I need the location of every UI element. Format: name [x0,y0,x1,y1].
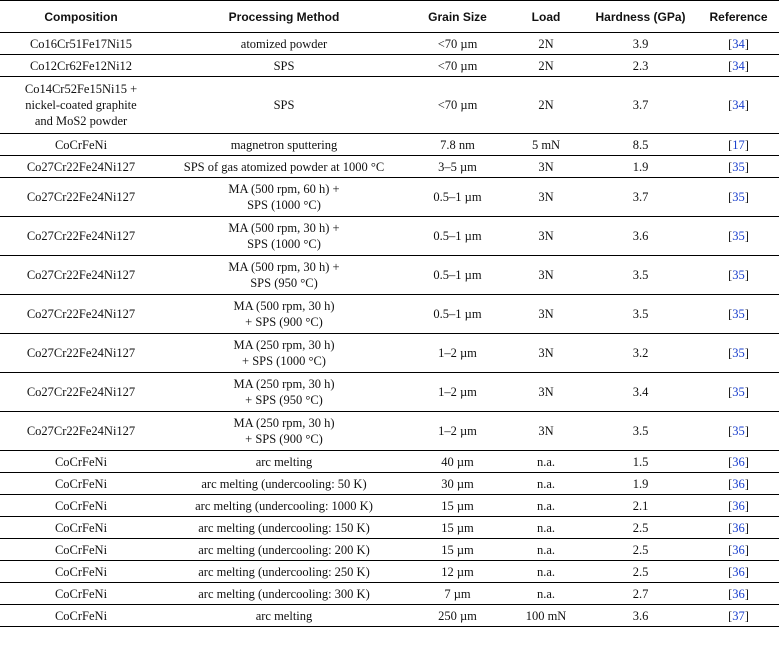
reference-cell: [34] [698,55,779,77]
grain-size-cell: 1–2 µm [406,373,509,412]
processing-method-cell-line: MA (500 rpm, 30 h) + [228,260,340,274]
table-row [0,55,779,77]
reference-link[interactable]: 35 [732,385,745,399]
reference-link[interactable]: 36 [732,520,745,535]
reference-cell: [34] [698,77,779,134]
processing-method-cell-line: + SPS (900 °C) [245,315,323,329]
composition-cell [0,55,162,77]
processing-method-cell-line: + SPS (950 °C) [245,393,323,407]
processing-method-cell-line: arc melting [255,454,313,469]
processing-method-cell-line: SPS (1000 °C) [247,237,321,251]
table-row [0,473,779,495]
composition-cell-line: Co12Cr62Fe12Ni12 [29,58,133,73]
reference-link[interactable]: 34 [732,98,745,112]
processing-method-cell-line: atomized powder [240,36,328,51]
reference-cell: [36] [698,561,779,583]
composition-cell [0,156,162,178]
processing-method-cell [162,583,406,605]
composition-cell [0,583,162,605]
load-cell: 100 mN [509,605,583,627]
processing-method-cell-line: MA (250 rpm, 30 h) [233,416,335,430]
processing-method-cell-line: MA (500 rpm, 30 h) [233,299,335,313]
processing-method-cell-line: arc melting (undercooling: 50 K) [201,476,367,491]
load-cell: 2N [509,33,583,55]
composition-cell [0,473,162,495]
processing-method-cell [162,156,406,178]
load-cell: n.a. [509,561,583,583]
composition-cell-line: CoCrFeNi [54,476,108,491]
composition-cell-line: CoCrFeNi [54,520,108,535]
reference-link[interactable]: 34 [732,36,745,51]
processing-method-cell [162,412,406,451]
composition-cell-line: CoCrFeNi [54,137,108,152]
grain-size-cell: 0.5–1 µm [406,217,509,256]
grain-size-cell: 15 µm [406,539,509,561]
composition-cell-line: Co27Cr22Fe24Ni127 [26,385,136,399]
header-reference: Reference [698,1,779,33]
processing-method-cell [162,134,406,156]
table-row [0,605,779,627]
composition-cell [0,217,162,256]
hardness-cell: 1.9 [583,156,698,178]
composition-cell-line: Co27Cr22Fe24Ni127 [26,229,136,243]
processing-method-cell [162,605,406,627]
load-cell: 3N [509,334,583,373]
grain-size-cell: 15 µm [406,495,509,517]
processing-method-cell [162,77,406,134]
grain-size-cell: 1–2 µm [406,412,509,451]
table-row [0,295,779,334]
hardness-cell: 3.2 [583,334,698,373]
composition-cell [0,561,162,583]
grain-size-cell: 0.5–1 µm [406,295,509,334]
processing-method-cell [162,178,406,217]
reference-cell: [35] [698,373,779,412]
composition-cell [0,334,162,373]
composition-cell-line: Co27Cr22Fe24Ni127 [26,268,136,282]
processing-method-cell-line: + SPS (1000 °C) [242,354,326,368]
processing-method-cell-line: MA (500 rpm, 30 h) + [228,221,340,235]
grain-size-cell: 15 µm [406,517,509,539]
hardness-cell: 2.5 [583,517,698,539]
load-cell: 3N [509,217,583,256]
composition-cell [0,373,162,412]
reference-link[interactable]: 35 [732,346,745,360]
table-row [0,373,779,412]
composition-cell-line: Co27Cr22Fe24Ni127 [26,346,136,360]
table-body [0,33,779,627]
hardness-cell: 3.7 [583,77,698,134]
hardness-cell: 3.6 [583,217,698,256]
processing-method-cell [162,473,406,495]
processing-method-cell [162,373,406,412]
reference-cell: [35] [698,156,779,178]
reference-link[interactable]: 35 [732,307,745,321]
reference-link[interactable]: 37 [732,608,745,623]
processing-method-cell-line: MA (250 rpm, 30 h) [233,377,335,391]
composition-cell-line: CoCrFeNi [54,542,108,557]
composition-cell-line: Co14Cr52Fe15Ni15 + [24,82,138,96]
reference-cell: [36] [698,539,779,561]
composition-cell-line: CoCrFeNi [54,498,108,513]
processing-method-cell-line: arc melting (undercooling: 150 K) [198,520,370,535]
hardness-cell: 3.7 [583,178,698,217]
processing-method-cell-line: + SPS (900 °C) [245,432,323,446]
reference-link[interactable]: 35 [732,190,745,204]
grain-size-cell: 7.8 nm [406,134,509,156]
grain-size-cell: 0.5–1 µm [406,256,509,295]
grain-size-cell: 250 µm [406,605,509,627]
table-row [0,539,779,561]
load-cell: n.a. [509,451,583,473]
processing-method-cell-line: MA (250 rpm, 30 h) [233,338,335,352]
hardness-cell: 1.5 [583,451,698,473]
table-header-row [0,1,779,33]
composition-cell-line: CoCrFeNi [54,454,108,469]
composition-cell [0,539,162,561]
hardness-cell: 3.4 [583,373,698,412]
composition-cell-line: CoCrFeNi [54,608,108,623]
composition-cell [0,256,162,295]
hardness-cell: 3.6 [583,605,698,627]
hardness-cell: 2.7 [583,583,698,605]
grain-size-cell: 40 µm [406,451,509,473]
grain-size-cell: 1–2 µm [406,334,509,373]
table-row [0,217,779,256]
load-cell: n.a. [509,583,583,605]
header-load: Load [509,1,583,33]
hardness-cell: 2.1 [583,495,698,517]
composition-cell-line: Co27Cr22Fe24Ni127 [26,190,136,204]
reference-link[interactable]: 35 [732,229,745,243]
processing-method-cell-line: SPS [273,58,295,73]
reference-link[interactable]: 34 [732,58,745,73]
composition-cell [0,77,162,134]
load-cell: 2N [509,77,583,134]
hardness-cell: 8.5 [583,134,698,156]
composition-cell-line: and MoS2 powder [34,114,128,128]
reference-link[interactable]: 36 [732,454,745,469]
table-row [0,134,779,156]
table-row [0,33,779,55]
processing-method-cell-line: SPS (950 °C) [250,276,318,290]
reference-link[interactable]: 35 [732,159,745,174]
load-cell: 3N [509,156,583,178]
hardness-cell: 2.5 [583,539,698,561]
processing-method-cell [162,561,406,583]
table-row [0,583,779,605]
processing-method-cell [162,256,406,295]
processing-method-cell-line: arc melting (undercooling: 200 K) [198,542,370,557]
hardness-cell: 2.5 [583,561,698,583]
processing-method-cell-line: arc melting [255,608,313,623]
reference-cell: [34] [698,33,779,55]
processing-method-cell-line: magnetron sputtering [230,137,338,152]
load-cell: 3N [509,412,583,451]
composition-cell [0,33,162,55]
header-composition: Composition [0,1,162,33]
composition-cell [0,451,162,473]
composition-cell [0,295,162,334]
reference-cell: [36] [698,451,779,473]
table-row [0,256,779,295]
processing-method-cell [162,217,406,256]
processing-method-cell [162,539,406,561]
table-row [0,334,779,373]
reference-cell: [35] [698,295,779,334]
load-cell: n.a. [509,495,583,517]
reference-cell: [35] [698,256,779,295]
reference-cell: [35] [698,412,779,451]
reference-cell: [37] [698,605,779,627]
processing-method-cell [162,517,406,539]
composition-cell-line: Co27Cr22Fe24Ni127 [26,307,136,321]
reference-cell: [35] [698,217,779,256]
header-hardness: Hardness (GPa) [583,1,698,33]
processing-method-cell-line: SPS of gas atomized powder at 1000 °C [183,159,385,174]
processing-method-cell-line: MA (500 rpm, 60 h) + [228,182,340,196]
grain-size-cell: 12 µm [406,561,509,583]
composition-cell [0,412,162,451]
load-cell: 3N [509,373,583,412]
composition-cell-line: nickel-coated graphite [25,98,137,112]
grain-size-cell: <70 µm [406,77,509,134]
processing-method-cell-line: SPS (1000 °C) [247,198,321,212]
composition-cell [0,178,162,217]
processing-method-cell [162,334,406,373]
processing-method-cell-line: SPS [273,98,295,112]
reference-link[interactable]: 36 [732,542,745,557]
grain-size-cell: <70 µm [406,55,509,77]
composition-cell [0,495,162,517]
reference-cell: [36] [698,495,779,517]
reference-cell: [36] [698,517,779,539]
table-row [0,77,779,134]
hardness-cell: 3.5 [583,295,698,334]
reference-cell: [36] [698,583,779,605]
table-row [0,561,779,583]
composition-cell-line: Co27Cr22Fe24Ni127 [26,424,136,438]
reference-cell: [35] [698,334,779,373]
table-row [0,495,779,517]
table-row [0,451,779,473]
processing-method-cell [162,295,406,334]
reference-link[interactable]: 35 [732,424,745,438]
composition-cell-line: Co16Cr51Fe17Ni15 [29,36,133,51]
processing-method-cell-line: arc melting (undercooling: 300 K) [198,586,370,601]
grain-size-cell: 3–5 µm [406,156,509,178]
grain-size-cell: <70 µm [406,33,509,55]
reference-link[interactable]: 36 [732,586,745,601]
load-cell: 3N [509,295,583,334]
load-cell: 2N [509,55,583,77]
load-cell: n.a. [509,517,583,539]
reference-cell: [35] [698,178,779,217]
reference-link[interactable]: 35 [732,268,745,282]
table-row [0,156,779,178]
load-cell: 3N [509,256,583,295]
processing-method-cell [162,495,406,517]
processing-method-cell-line: arc melting (undercooling: 1000 K) [195,498,373,513]
grain-size-cell: 30 µm [406,473,509,495]
table-row [0,412,779,451]
reference-link[interactable]: 36 [732,476,745,491]
table-row [0,178,779,217]
processing-method-cell-line: arc melting (undercooling: 250 K) [198,564,370,579]
processing-method-cell [162,451,406,473]
composition-cell [0,134,162,156]
processing-method-cell [162,33,406,55]
load-cell: n.a. [509,473,583,495]
reference-link[interactable]: 17 [732,137,745,152]
grain-size-cell: 7 µm [406,583,509,605]
hardness-cell: 3.5 [583,412,698,451]
hardness-cell: 1.9 [583,473,698,495]
header-processing-method: Processing Method [162,1,406,33]
load-cell: 5 mN [509,134,583,156]
load-cell: n.a. [509,539,583,561]
composition-cell-line: CoCrFeNi [54,586,108,601]
composition-cell [0,605,162,627]
reference-link[interactable]: 36 [732,498,745,513]
composition-cell [0,517,162,539]
hardness-cell: 2.3 [583,55,698,77]
reference-link[interactable]: 36 [732,564,745,579]
table-row [0,517,779,539]
reference-cell: [17] [698,134,779,156]
reference-cell: [36] [698,473,779,495]
composition-cell-line: Co27Cr22Fe24Ni127 [26,159,136,174]
hardness-cell: 3.9 [583,33,698,55]
grain-size-cell: 0.5–1 µm [406,178,509,217]
composition-cell-line: CoCrFeNi [54,564,108,579]
hardness-cell: 3.5 [583,256,698,295]
processing-method-cell [162,55,406,77]
header-grain-size: Grain Size [406,1,509,33]
load-cell: 3N [509,178,583,217]
